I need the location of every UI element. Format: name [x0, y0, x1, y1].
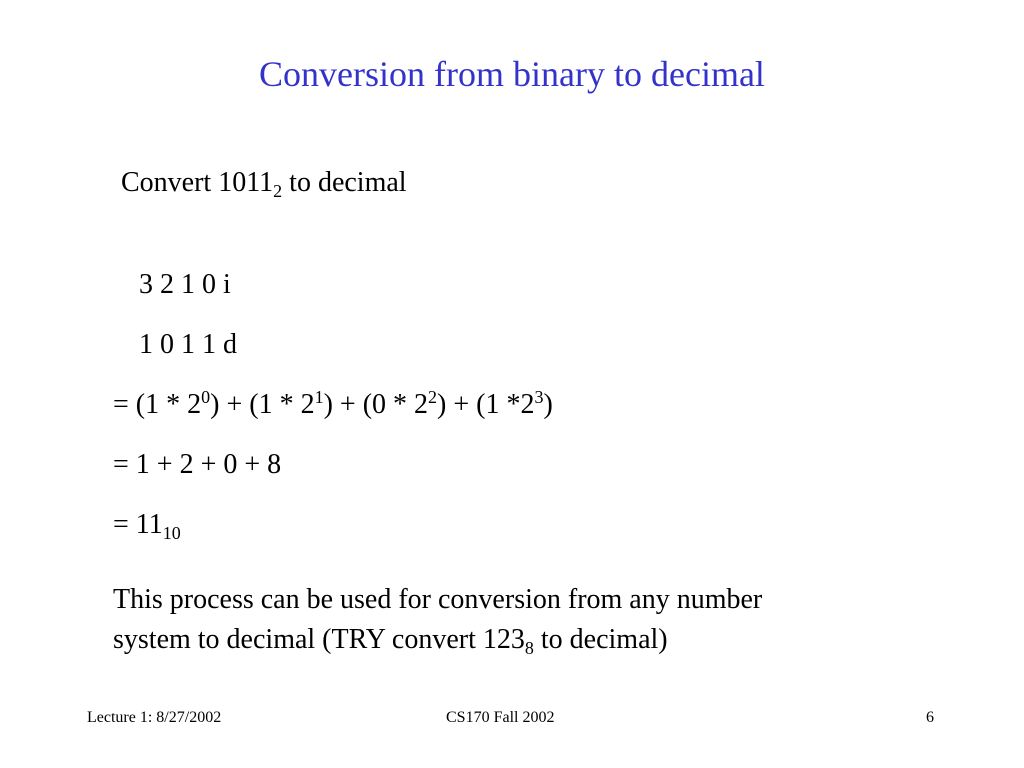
- note-line-1: This process can be used for conversion from any number: [113, 584, 763, 615]
- footer-page-number: 6: [926, 709, 934, 726]
- convert-prefix: Convert 1011: [121, 167, 274, 198]
- exponent-2: 2: [428, 387, 438, 407]
- note-line-2-suffix: to decimal): [533, 624, 668, 655]
- note-line-2-prefix: system to decimal (TRY convert 123: [113, 624, 525, 655]
- convert-instruction: [121, 165, 407, 201]
- exponent-3: 3: [534, 387, 544, 407]
- result-prefix: = 11: [113, 509, 163, 540]
- slide-title: Conversion from binary to decimal: [259, 54, 765, 94]
- exponent-0: 0: [201, 387, 211, 407]
- expansion-part-4: ) + (1 *2: [437, 389, 535, 420]
- result-line: [113, 507, 181, 543]
- convert-base-subscript: 2: [273, 181, 283, 201]
- result-base-subscript: 10: [162, 523, 181, 543]
- exponent-1: 1: [314, 387, 324, 407]
- index-row: 3 2 1 0 i: [139, 269, 231, 300]
- expansion-part-2: ) + (1 * 2: [210, 389, 315, 420]
- footer-course: CS170 Fall 2002: [446, 709, 555, 726]
- digit-row: 1 0 1 1 d: [139, 329, 237, 360]
- expansion-line: [113, 387, 553, 423]
- note-line-2: [113, 622, 668, 658]
- sum-line: = 1 + 2 + 0 + 8: [113, 449, 282, 480]
- expansion-part-5: ): [543, 389, 553, 420]
- expansion-part-3: ) + (0 * 2: [323, 389, 429, 420]
- convert-suffix: to decimal: [282, 167, 407, 198]
- expansion-part-1: = (1 * 2: [113, 389, 202, 420]
- footer-lecture-date: Lecture 1: 8/27/2002: [87, 709, 222, 726]
- note-base-subscript: 8: [524, 638, 534, 658]
